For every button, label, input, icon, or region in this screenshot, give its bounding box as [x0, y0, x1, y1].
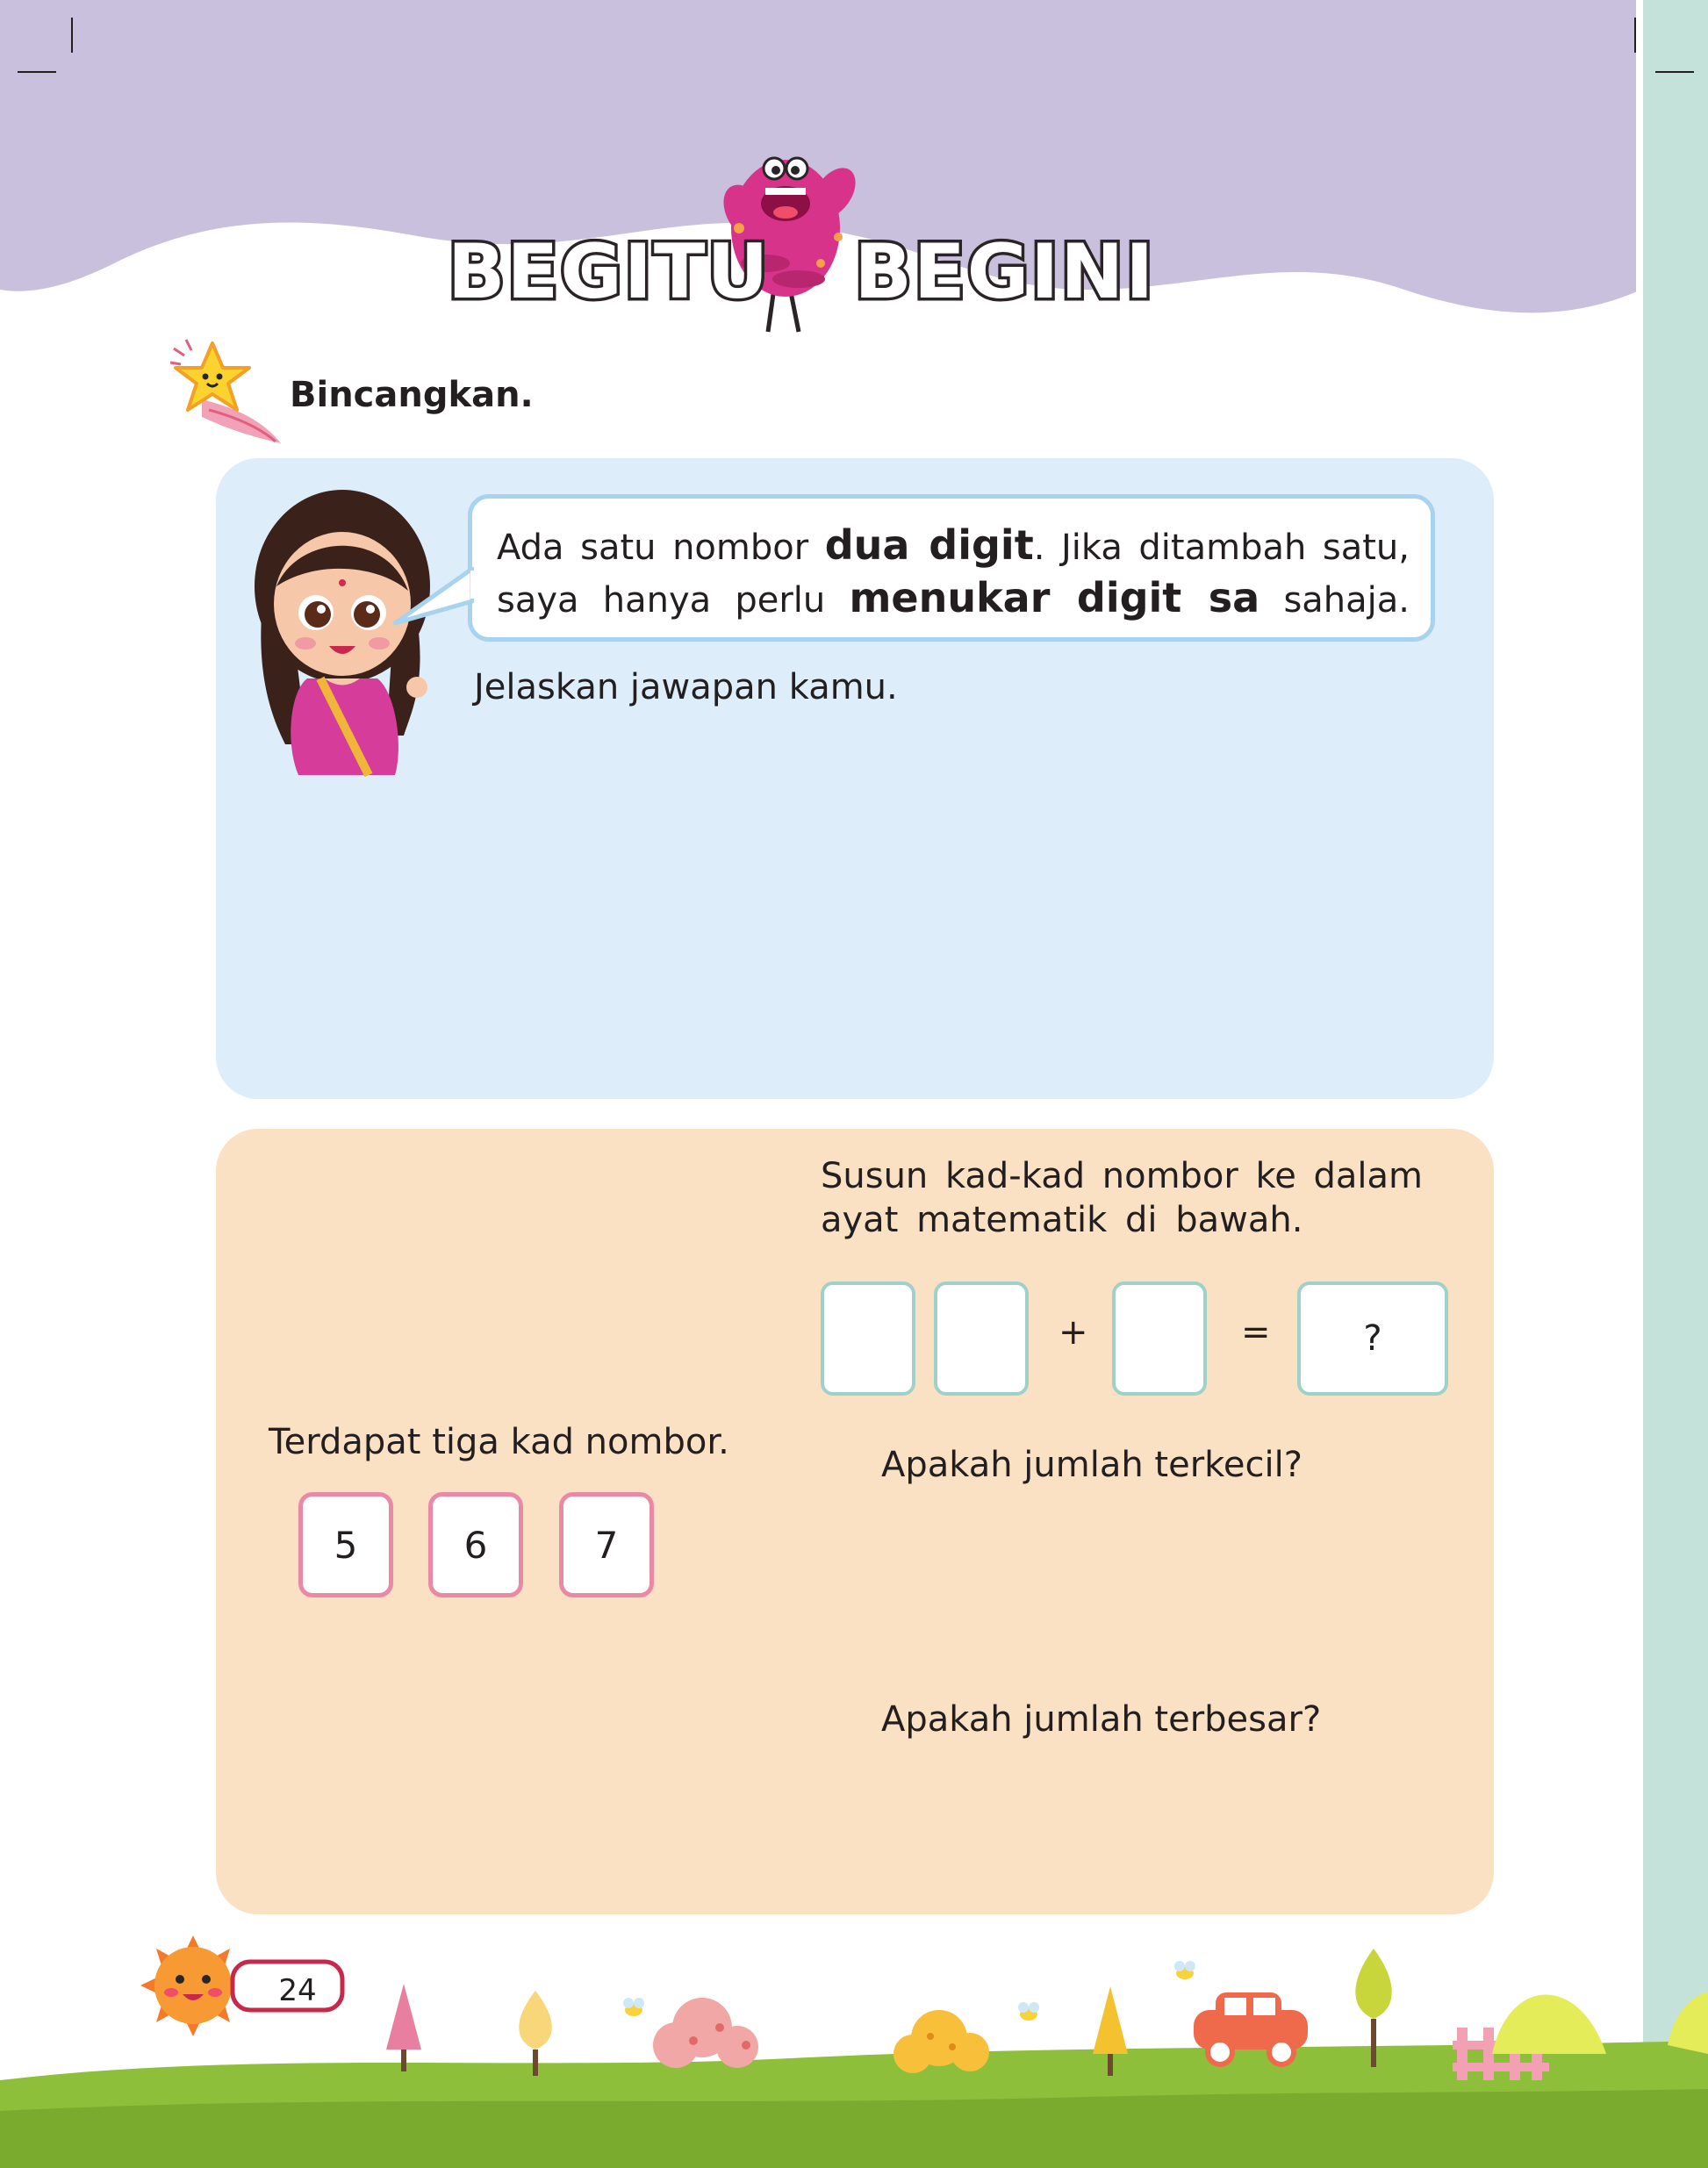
- bubble-text: sahaja.: [1259, 580, 1410, 621]
- question-largest-sum: Apakah jumlah terbesar?: [881, 1699, 1322, 1740]
- speech-bubble: [468, 494, 1435, 642]
- page-number: 24: [278, 1973, 317, 2008]
- sun-icon: [140, 1935, 246, 2036]
- bubble-text: saya hanya perlu: [497, 580, 850, 621]
- bush-icon: [653, 1998, 758, 2068]
- equation-box-tens[interactable]: [821, 1281, 915, 1396]
- bubble-emphasis: dua digit: [824, 521, 1034, 569]
- crop-mark: [18, 71, 56, 73]
- crop-mark: [1634, 18, 1636, 53]
- card-value: 5: [334, 1523, 358, 1567]
- equation-box-addend[interactable]: [1112, 1281, 1207, 1396]
- crop-mark: [1655, 71, 1694, 73]
- bee-icon: [1018, 2002, 1039, 2021]
- result-placeholder: ?: [1363, 1318, 1382, 1359]
- title-left: BEGITU: [448, 228, 771, 316]
- section-heading: [167, 338, 693, 443]
- activity-panel: [216, 1129, 1494, 1914]
- right-margin-strip: [1641, 0, 1708, 2168]
- title-right: BEGINI: [854, 228, 1156, 316]
- explain-prompt: Jelaskan jawapan kamu.: [474, 667, 898, 707]
- plus-sign: +: [1059, 1312, 1088, 1353]
- crop-mark: [71, 18, 73, 53]
- bubble-text: . Jika ditambah satu,: [1033, 528, 1410, 568]
- bubble-tail: [386, 562, 474, 632]
- bubble-emphasis: menukar digit sa: [849, 574, 1260, 621]
- activity-instruction: [821, 1154, 1423, 1242]
- instruction-line-2: ayat matematik di bawah.: [821, 1200, 1303, 1240]
- shooting-star-icon: [167, 338, 290, 443]
- tree-icon: [386, 1984, 421, 2071]
- card-value: 7: [594, 1523, 619, 1567]
- number-card[interactable]: [428, 1492, 523, 1597]
- equation-box-result[interactable]: [1297, 1281, 1448, 1396]
- footer-landscape: [0, 1896, 1708, 2168]
- section-label: Bincangkan.: [290, 375, 534, 415]
- instruction-line-1: Susun kad-kad nombor ke dalam: [821, 1156, 1423, 1196]
- card-value: 6: [463, 1523, 488, 1567]
- bee-icon: [623, 1998, 644, 2016]
- bubble-line-2: [497, 574, 1410, 621]
- bubble-line-1: [497, 521, 1410, 569]
- equation-box-ones[interactable]: [934, 1281, 1029, 1396]
- bee-icon: [1174, 1961, 1195, 1979]
- equals-sign: =: [1241, 1312, 1271, 1353]
- strip-edge: [1636, 0, 1643, 2168]
- question-smallest-sum: Apakah jumlah terkecil?: [881, 1445, 1303, 1485]
- bush-icon: [893, 2010, 989, 2073]
- cards-label: Terdapat tiga kad nombor.: [269, 1422, 729, 1462]
- number-card[interactable]: [559, 1492, 654, 1597]
- bubble-text: Ada satu nombor: [497, 528, 825, 568]
- number-card[interactable]: [298, 1492, 393, 1597]
- page-title: [448, 132, 1156, 342]
